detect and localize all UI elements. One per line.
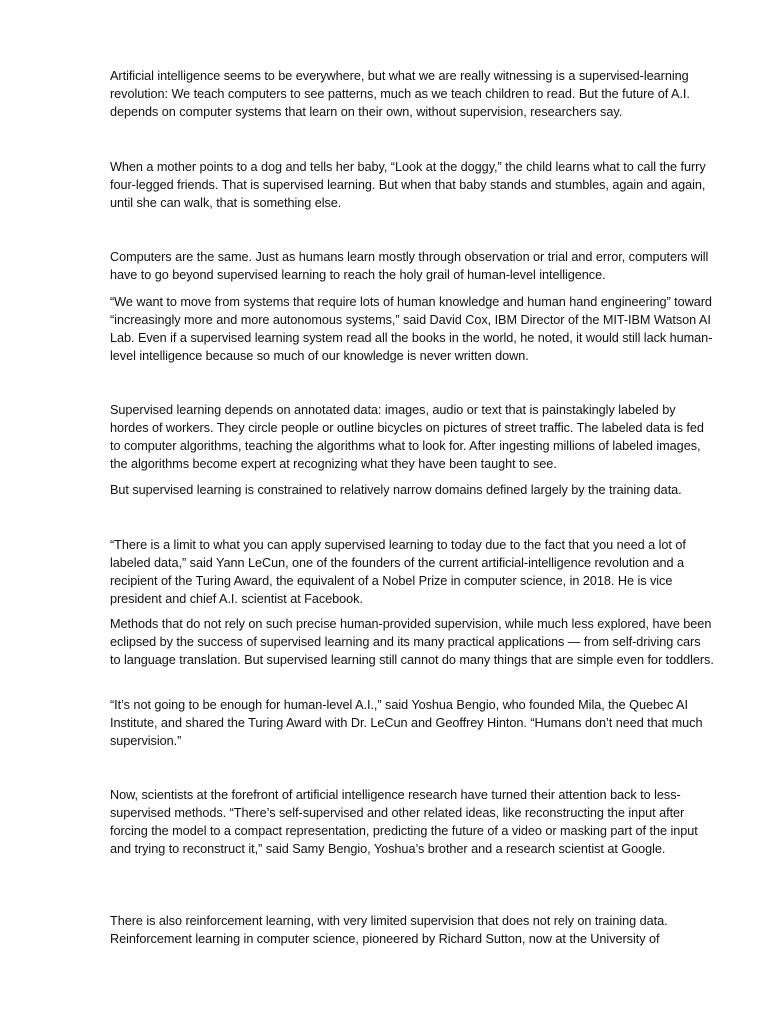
paragraph-8: Methods that do not rely on such precise human-provided supervision, while much less explored, have been eclipsed by the success of supervised learning and its many practical applications — from self-driving cars to language translation. But supervised learning still cannot do many things that are simple even for toddlers. — [110, 617, 714, 667]
paragraph-4: “We want to move from systems that require lots of human knowledge and human hand engineering” toward “increasingly more and more autonomous systems,” said David Cox, IBM Director of the MIT-IBM Watson AI Lab. Even if a supervised learning system read all the books in the world, he noted, it would still lack human-level intelligence because so much of our knowledge is never written down. — [110, 295, 713, 363]
paragraph-6: But supervised learning is constrained to relatively narrow domains defined largely by the training data. — [110, 483, 682, 497]
paragraph-1: Artificial intelligence seems to be everywhere, but what we are really witnessing is a supervised-learning revolution: We teach computers to see patterns, much as we teach children to read. But the future of A.I. depends on computer systems that learn on their own, without supervision, researchers say. — [110, 69, 690, 119]
paragraph-9: “It’s not going to be enough for human-level A.I.,” said Yoshua Bengio, who founded Mila, the Quebec AI Institute, and shared the Turing Award with Dr. LeCun and Geoffrey Hinton. “Humans don’t need that much supervision.” — [110, 698, 703, 748]
paragraph-7: “There is a limit to what you can apply supervised learning to today due to the fact that you need a lot of labeled data,” said Yann LeCun, one of the founders of the current artificial-intelligence revolution and a recipient of the Turing Award, the equivalent of a Nobel Prize in computer science, in 2018. He is vice president and chief A.I. scientist at Facebook. — [110, 538, 686, 606]
paragraph-11: There is also reinforcement learning, with very limited supervision that does not rely on training data. Reinforcement learning in computer science, pioneered by Richard Sutton, now at the University of — [110, 914, 668, 946]
paragraph-5: Supervised learning depends on annotated data: images, audio or text that is painstakingly labeled by hordes of workers. They circle people or outline bicycles on pictures of street traffic. The labeled data is fed to computer algorithms, teaching the algorithms what to look for. After ingesting millions of labeled images, the algorithms become expert at recognizing what they have been taught to see. — [110, 403, 704, 471]
paragraph-10: Now, scientists at the forefront of artificial intelligence research have turned their attention back to less-supervised methods. “There’s self-supervised and other related ideas, like reconstructing the input after forcing the model to a compact representation, predicting the future of a video or masking part of the input and trying to reconstruct it,” said Samy Bengio, Yoshua’s brother and a research scientist at Google. — [110, 788, 698, 856]
paragraph-3: Computers are the same. Just as humans learn mostly through observation or trial and error, computers will have to go beyond supervised learning to reach the holy grail of human-level intelligence. — [110, 250, 709, 282]
paragraph-2: When a mother points to a dog and tells her baby, “Look at the doggy,” the child learns what to call the furry four-legged friends. That is supervised learning. But when that baby stands and stumbles, again and again, until she can walk, that is something else. — [110, 160, 706, 210]
